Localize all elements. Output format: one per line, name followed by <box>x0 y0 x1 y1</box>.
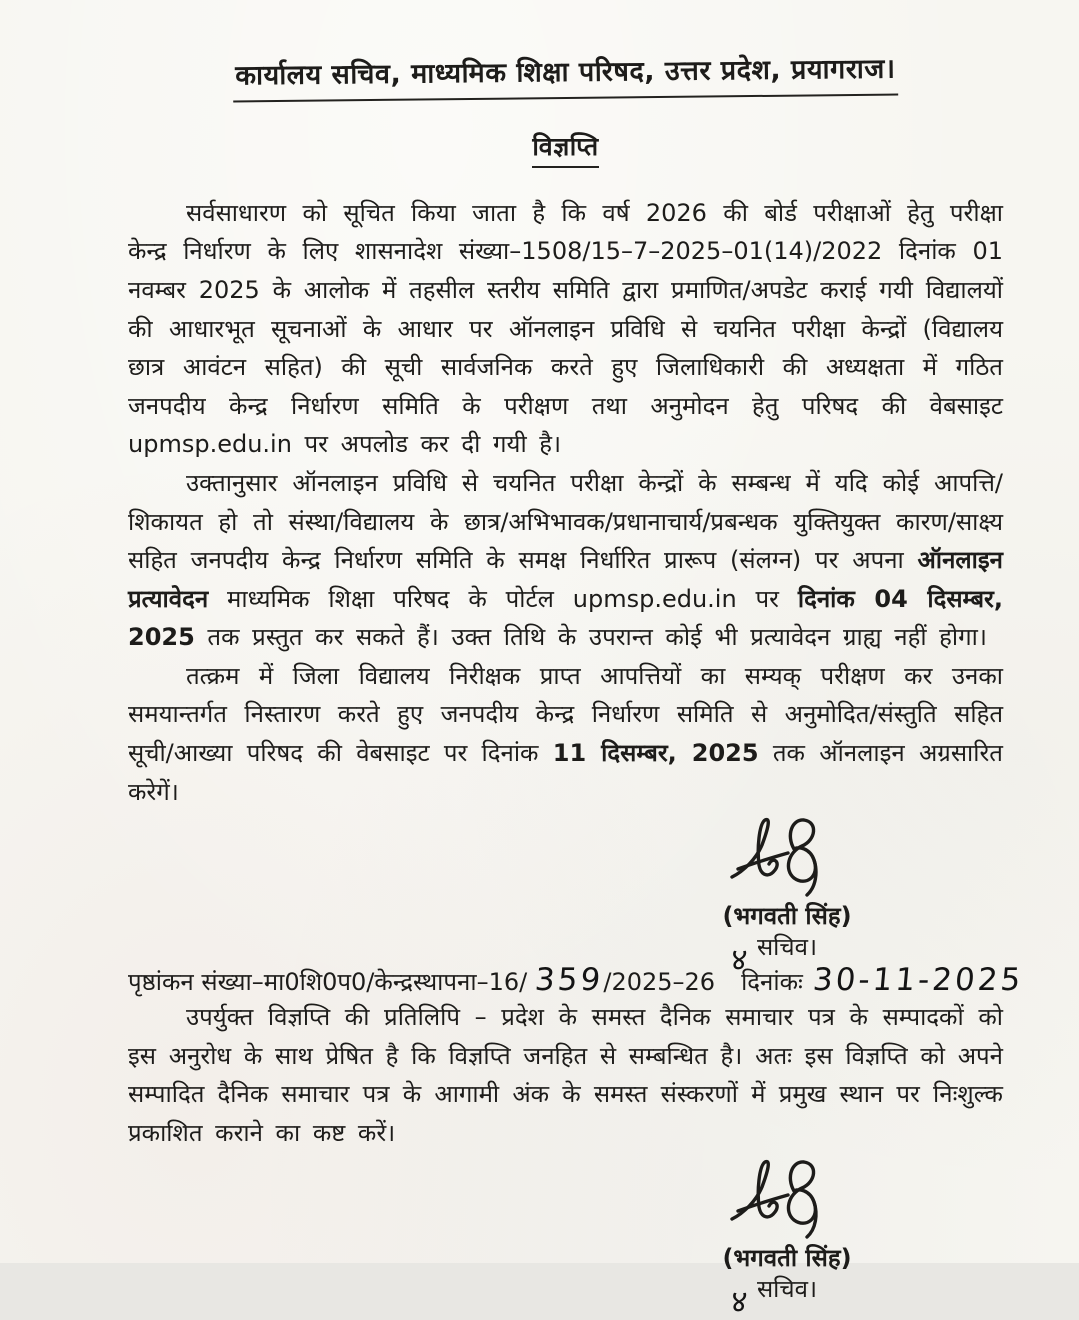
paragraph-2-bold-deadline-date: दिनांक 04 दिसम्बर, 2025 <box>128 584 1003 652</box>
endorsement-number-prefix: पृष्ठांकन संख्या–मा0शि0प0/केन्द्रस्थापना–16/ <box>128 968 528 997</box>
paragraph-2-bold-online-representation: ऑनलाइन प्रत्यावेदन <box>128 546 1003 613</box>
signatory-designation-text: सचिव। <box>756 933 818 962</box>
secretary-signature-icon <box>728 1155 846 1247</box>
endorsement-date-label: दिनांकः <box>741 968 803 997</box>
paragraph-2-run-a: उक्तानुसार ऑनलाइन प्रविधि से चयनित परीक्षा केन्द्रों के सम्बन्ध में यदि कोई आपत्ति/शिकायत हो तो संस्था/विद्यालय के छात्र/अभिभावक/प्रधानाचार्य/प्रबन्धक युक्तियुक्त कारण/साक्ष्य सहित जनपदीय केन्द्र निर्धारण समिति के समक्ष निर्धारित प्रारूप (संलग्न) पर अपना <box>128 468 1003 575</box>
paragraph-4-text: उपर्युक्त विज्ञप्ति की प्रतिलिपि – प्रदेश के समस्त दैनिक समाचार पत्र के सम्पादकों को इस अनुरोध के साथ प्रेषित है कि विज्ञप्ति जनहित से सम्बन्धित है। अतः इस विज्ञप्ति को अपने सम्पादित दैनिक समाचार पत्र के आगामी अंक के समस्त संस्करणों में प्रमुख स्थान पर निःशुल्क प्रकाशित कराने का कष्ट करें। <box>128 1003 1003 1148</box>
endorsement-line <box>128 962 1025 999</box>
signature-block-1 <box>657 813 917 979</box>
document-subtitle: विज्ञप्ति <box>532 129 598 168</box>
signatory-designation <box>729 931 818 979</box>
paragraph-3-bold-forward-date: 11 दिसम्बर, 2025 <box>552 739 759 768</box>
handwritten-dispatch-number: 359 <box>533 962 605 999</box>
handwritten-flourish-mark: ४ <box>729 942 752 979</box>
secretary-signature-icon <box>728 813 846 905</box>
paragraph-2 <box>128 464 1003 657</box>
paragraph-3 <box>128 657 1003 811</box>
signatory-designation-text: सचिव। <box>756 1274 818 1303</box>
endorsement-year: /2025–26 <box>603 968 716 997</box>
paragraph-3-run-a: तत्क्रम में जिला विद्यालय निरीक्षक प्राप्त आपत्तियों का सम्यक् परीक्षण कर उनका समयान्तर्गत निस्तारण करते हुए जनपदीय केन्द्र निर्धारण समिति से अनुमोदित/संस्तुति सहित सूची/आख्या परिषद की वेबसाइट पर दिनांक <box>128 661 1003 768</box>
document-content <box>128 0 1025 1320</box>
signatory-name: (भगवती सिंह) <box>722 902 852 931</box>
paragraph-2-run-c: तक प्रस्तुत कर सकते हैं। उक्त तिथि के उपरान्त कोई भी प्रत्यावेदन ग्राह्य नहीं होगा। <box>194 623 987 652</box>
handwritten-flourish-mark: ४ <box>729 1283 752 1320</box>
paragraph-2-run-b: माध्यमिक शिक्षा परिषद के पोर्टल upmsp.edu.in पर <box>208 584 798 613</box>
handwritten-date: 30-11-2025 <box>811 962 1025 999</box>
document-header <box>128 51 1003 103</box>
paragraph-4 <box>128 998 1003 1152</box>
paragraph-1-text: सर्वसाधारण को सूचित किया जाता है कि वर्ष 2026 की बोर्ड परीक्षाओं हेतु परीक्षा केन्द्र निर्धारण के लिए शासनादेश संख्या–1508/15–7–2025–01(14)/2022 दिनांक 01 नवम्बर 2025 के आलोक में तहसील स्तरीय समिति द्वारा प्रमाणित/अपडेट कराई गयी विद्यालयों की आधारभूत सूचनाओं के आधार पर ऑनलाइन प्रविधि से चयनित परीक्षा केन्द्रों (विद्यालय छात्र आवंटन सहित) की सूची सार्वजनिक करते हुए जिलाधिकारी की अध्यक्षता में गठित जनपदीय केन्द्र निर्धारण समिति के परीक्षण तथा अनुमोदन हेतु परिषद की वेबसाइट upmsp.edu.in पर अपलोड कर दी गयी है। <box>128 198 1003 459</box>
paragraph-1 <box>128 194 1003 464</box>
document-title: कार्यालय सचिव, माध्यमिक शिक्षा परिषद, उत्तर प्रदेश, प्रयागराज। <box>233 53 898 103</box>
document-subtitle-wrap <box>128 129 1003 168</box>
signatory-name: (भगवती सिंह) <box>722 1243 852 1272</box>
paragraph-3-run-b: तक ऑनलाइन अग्रसारित करेगें। <box>128 739 1003 806</box>
signatory-designation <box>729 1273 818 1320</box>
signature-block-2 <box>657 1155 917 1320</box>
